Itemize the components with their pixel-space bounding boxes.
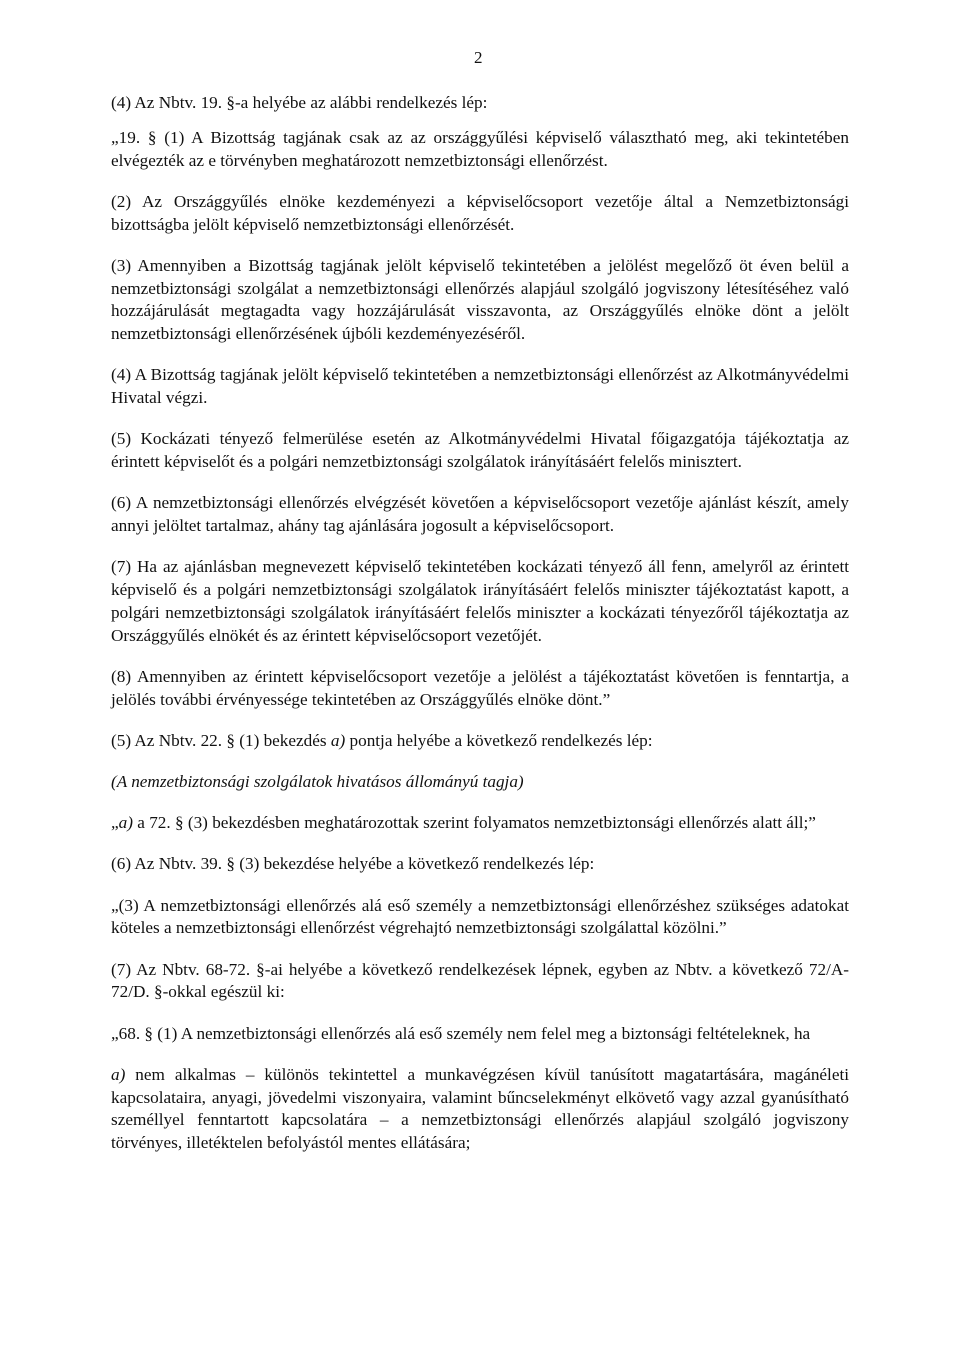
paragraph-point-a-72 xyxy=(111,812,849,835)
paragraph-section-68-1-a xyxy=(111,1064,849,1155)
paragraph-amendment-5 xyxy=(111,730,849,753)
section-68-a-text: nem alkalmas – különös tekintettel a munkavégzésen kívül tanúsított magatartására, magánéleti kapcsolataira, anyagi, jövedelmi viszonyaira, valamint bűncselekményt elkövető vagy azzal gyanúsítható személlyel fenntartott kapcsolatára – a nemzetbiztonsági ellenőrzés alapjául szolgáló jogviszony törvényes, illetéktelen befolyástól mentes ellátására; xyxy=(111,1064,849,1153)
paragraph-section-19-3: (3) Amennyiben a Bizottság tagjának jelölt képviselő tekintetében a jelölést megelőző öt éven belül a nemzetbiztonsági szolgálat a nemzetbiztonsági ellenőrzés alapjául szolgáló jogviszony létesítéséhez való hozzájárulását megtagadta vagy hozzájárulását visszavonta, az Országgyűlés elnöke dönt a jelölt nemzetbiztonsági ellenőrzésének újbóli kezdeményezéséről. xyxy=(111,255,849,344)
paragraph-amendment-4: (4) Az Nbtv. 19. §-a helyébe az alábbi rendelkezés lép: xyxy=(111,93,488,112)
document-body xyxy=(111,92,849,1173)
paragraph-section-39-3: „(3) A nemzetbiztonsági ellenőrzés alá eső személy a nemzetbiztonsági ellenőrzéshez szükséges adatokat köteles a nemzetbiztonsági ellenőrzést végrehajtó nemzetbiztonsági szolgálattal közölni.” xyxy=(111,895,849,938)
paragraph-amendment-6: (6) Az Nbtv. 39. § (3) bekezdése helyébe a következő rendelkezés lép: xyxy=(111,854,595,874)
amendment-5-text-after: pontja helyébe a következő rendelkezés lép: xyxy=(345,730,653,750)
paragraph-section-19-6: (6) A nemzetbiztonsági ellenőrzés elvégzését követően a képviselőcsoport vezetője ajánlást készít, amely annyi jelöltet tartalmaz, ahány tag ajánlására jogosult a képviselőcsoport. xyxy=(111,493,849,536)
point-a-72-text: a 72. § (3) bekezdésben meghatározottak szerint folyamatos nemzetbiztonsági ellenőrzés alatt áll;” xyxy=(132,813,816,833)
paragraph-section-19-1: „19. § (1) A Bizottság tagjának csak az az országgyűlési képviselő választható meg, aki tekintetében elvégezték az e törvényben meghatározott nemzetbiztonsági ellenőrzést. xyxy=(111,127,849,170)
paragraph-amendment-7: (7) Az Nbtv. 68-72. §-ai helyébe a következő rendelkezések lépnek, egyben az Nbtv. a következő 72/A-72/D. §-okkal egészül ki: xyxy=(111,959,849,1002)
point-a-72-label: a) xyxy=(118,813,133,833)
paragraph-section-19-8: (8) Amennyiben az érintett képviselőcsoport vezetője a jelölést a tájékoztatást követően is fenntartja, a jelölés további érvényessége tekintetében az Országgyűlés elnöke dönt.” xyxy=(111,666,849,709)
paragraph-context-heading: (A nemzetbiztonsági szolgálatok hivatásos állományú tagja) xyxy=(111,772,524,792)
paragraph-section-19-4: (4) A Bizottság tagjának jelölt képviselő tekintetében a nemzetbiztonsági ellenőrzést az Alkotmányvédelmi Hivatal végzi. xyxy=(111,365,849,408)
page-number: 2 xyxy=(474,48,483,67)
section-68-a-label: a) xyxy=(111,1064,126,1084)
paragraph-section-19-5: (5) Kockázati tényező felmerülése esetén az Alkotmányvédelmi Hivatal főigazgatója tájékoztatja az érintett képviselőt és a polgári nemzetbiztonsági szolgálatok irányításáért felelős minisztert. xyxy=(111,429,849,472)
amendment-5-point-ref: a) xyxy=(330,730,346,750)
amendment-5-text-before: (5) Az Nbtv. 22. § (1) bekezdés xyxy=(111,730,331,750)
paragraph-section-19-2: (2) Az Országgyűlés elnöke kezdeményezi a képviselőcsoport vezetője által a Nemzetbiztonsági bizottságba jelölt képviselő nemzetbiztonsági ellenőrzését. xyxy=(111,191,849,234)
paragraph-section-19-7: (7) Ha az ajánlásban megnevezett képviselő tekintetében kockázati tényező áll fenn, amelyről az érintett képviselő és a polgári nemzetbiztonsági szolgálatok irányításáért felelős miniszter tájékoztatást kapott, a polgári nemzetbiztonsági szolgálatok irányításáért felelős miniszter a kockázati tényezőről tájékoztatja az Országgyűlés elnökét és az érintett képviselőcsoport vezetőjét. xyxy=(111,557,849,645)
paragraph-section-68-1: „68. § (1) A nemzetbiztonsági ellenőrzés alá eső személy nem felel meg a biztonsági feltételeknek, ha xyxy=(111,1023,811,1043)
point-a-72-open-quote: „ xyxy=(111,813,119,833)
